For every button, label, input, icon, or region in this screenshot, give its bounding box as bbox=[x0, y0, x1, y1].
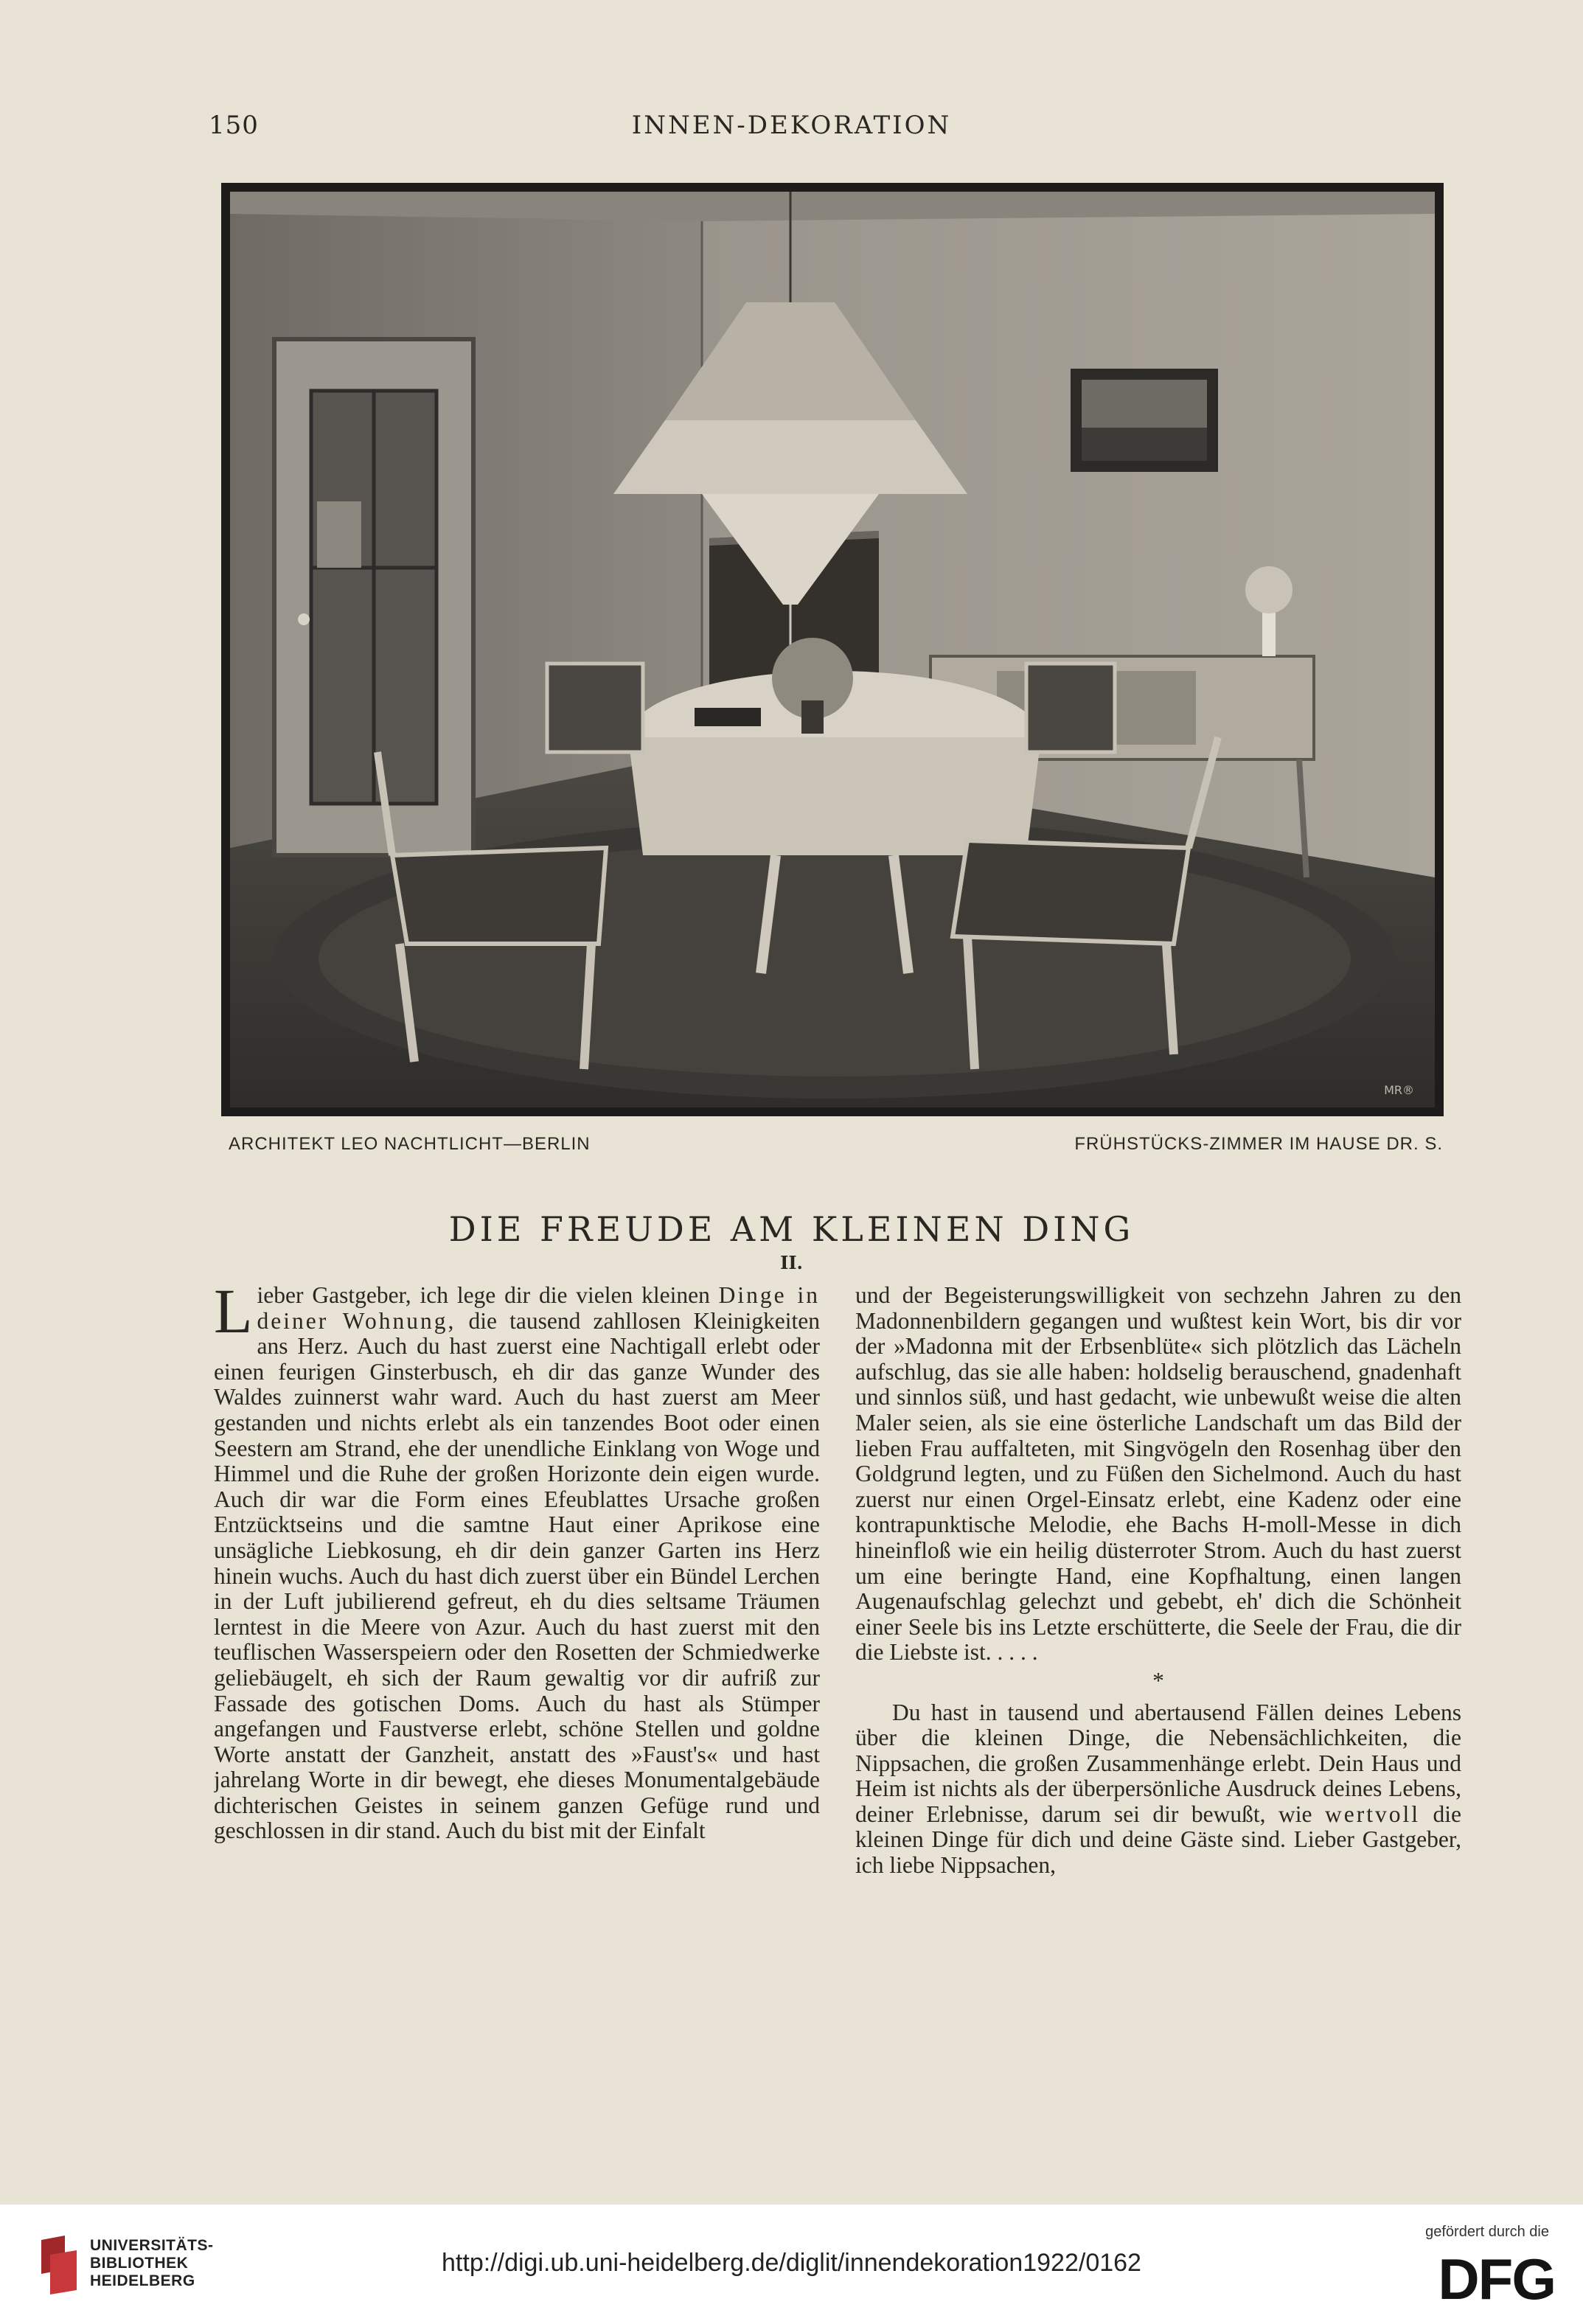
paragraph-continued: und der Begeisterungswilligkeit von sechzehn Jahren zu den Madonnenbildern gegangen und wußtest kein Wort, bis dir vor der »Madonna mit der Erbsenblüte« sich plötzlich das Lächeln aufschlug, das sie alle haben: holdselig berauschend, gnadenhaft und sinnlos süß, und hast gedacht, wie unbewußt weise die alten Maler seien, als sie eine österliche Landschaft um das Bild der lieben Frau auffalteten, mit Singvögeln den Rosenhag über den Goldgrund legten, und zu Füßen den Sichelmond. Auch du hast zuerst nur einen Orgel-Einsatz erlebt, eine Kadenz oder eine kontrapunktische Melodie, ehe Bachs H-moll-Messe in dich hineinfloß wie ein heilig düsterroter Strom. Auch du hast zuerst um eine beringte Hand, eine Kopfhaltung, einen langen Augenaufschlag gelechzt und gebebt, eh' dich die Schönheit einer Seele bis ins Letzte erschütterte, die Seele der Frau, die dir die Liebste ist. . . . . bbox=[855, 1283, 1461, 1666]
text-column-right bbox=[855, 1283, 1461, 1954]
spaced-phrase: Dinge in deiner Wohnung, bbox=[257, 1283, 820, 1334]
funding-caption: gefördert durch die bbox=[1425, 2224, 1549, 2240]
photo-monogram: MR® bbox=[1384, 1083, 1414, 1097]
interior-photograph bbox=[221, 183, 1444, 1116]
article-title: DIE FREUDE AM KLEINEN DING bbox=[448, 1209, 1135, 1249]
dining-room-photo bbox=[230, 192, 1435, 1107]
page-number: 150 bbox=[209, 111, 259, 140]
paragraph-text: die kleinen Dinge für dich und deine Gäste sind. Lieber Gastgeber, ich liebe Nippsachen, bbox=[855, 1801, 1461, 1879]
caption-room: FRÜHSTÜCKS-ZIMMER IM HAUSE DR. S. bbox=[1074, 1134, 1443, 1154]
drop-cap: L bbox=[214, 1283, 253, 1346]
opening-line: ieber Gastgeber, ich lege dir die vielen kleinen bbox=[257, 1283, 710, 1308]
article-part-number: II. bbox=[780, 1252, 803, 1273]
paragraph-second bbox=[855, 1700, 1461, 1879]
caption-architect: ARCHITEKT LEO NACHTLICHT—BERLIN bbox=[229, 1134, 591, 1154]
paragraph-opening bbox=[214, 1283, 820, 1844]
text-column-left bbox=[214, 1283, 820, 1954]
paragraph-text: die tausend zahllosen Kleinigkeiten ans Herz. Auch du hast zuerst eine Nachtigall erlebt oder einen feurigen Ginsterbusch, eh dir das ganze Wunder des Waldes zuinnerst wahr ward. Auch du hast zuerst am Meer gestanden und nichts erlebt als ein tanzendes Boot oder einen Seestern am Strand, ehe der unendliche Einklang von Woge und Himmel und die Ruhe der großen Horizonte dein eigen wurde. Auch dir war die Form eines Efeublattes Ursache großen Entzücktseins und die samtne Haut einer Aprikose eine unsägliche Liebkosung, eh dir dein ganzer Garten ins Herz hinein wuchs. Auch du hast dich zuerst über ein Bündel Lerchen in der Luft jubilierend gefreut, eh du dies seltsame Träumen lerntest in die Meere von Azur. Auch du hast zuerst mit den teuflischen Wasserspeiern oder den Rosetten der Schmiedwerke geliebäugelt, eh sich der Raum gewaltig vor dir aufriß zur Fassade des gotischen Doms. Auch du hast als Stümper angefangen und Faustverse erlebt, schöne Stellen und goldne Worte anstatt der Ganzheit, anstatt des »Faust's« und hast jahrelang Worte in dir bewegt, ehe dieses Monumentalgebäude dichterischen Geistes in seinem ganzen Gefüge rund und geschlossen in dir stand. Auch du bist mit der Einfalt bbox=[214, 1307, 820, 1844]
digitization-footer bbox=[0, 2205, 1583, 2324]
dfg-logo: DFG bbox=[1438, 2247, 1555, 2311]
library-name: UNIVERSITÄTS- BIBLIOTHEK HEIDELBERG bbox=[90, 2237, 214, 2289]
source-url-link[interactable]: http://digi.ub.uni-heidelberg.de/diglit/innendekoration1922/0162 bbox=[442, 2249, 1141, 2277]
running-title: INNEN-DEKORATION bbox=[631, 111, 952, 140]
section-separator: * bbox=[1152, 1667, 1164, 1694]
spaced-word: wertvoll bbox=[1325, 1801, 1420, 1827]
paragraph-text: Du hast in tausend und abertausend Fällen deines Lebens über die kleinen Dinge, die Nebensächlichkeiten, die Nippsachen, die großen Zusammenhänge erlebt. Dein Haus und Heim ist nichts als der überpersönliche Ausdruck deines Lebens, deiner Erlebnisse, darum sei dir bewußt, wie bbox=[855, 1699, 1461, 1827]
